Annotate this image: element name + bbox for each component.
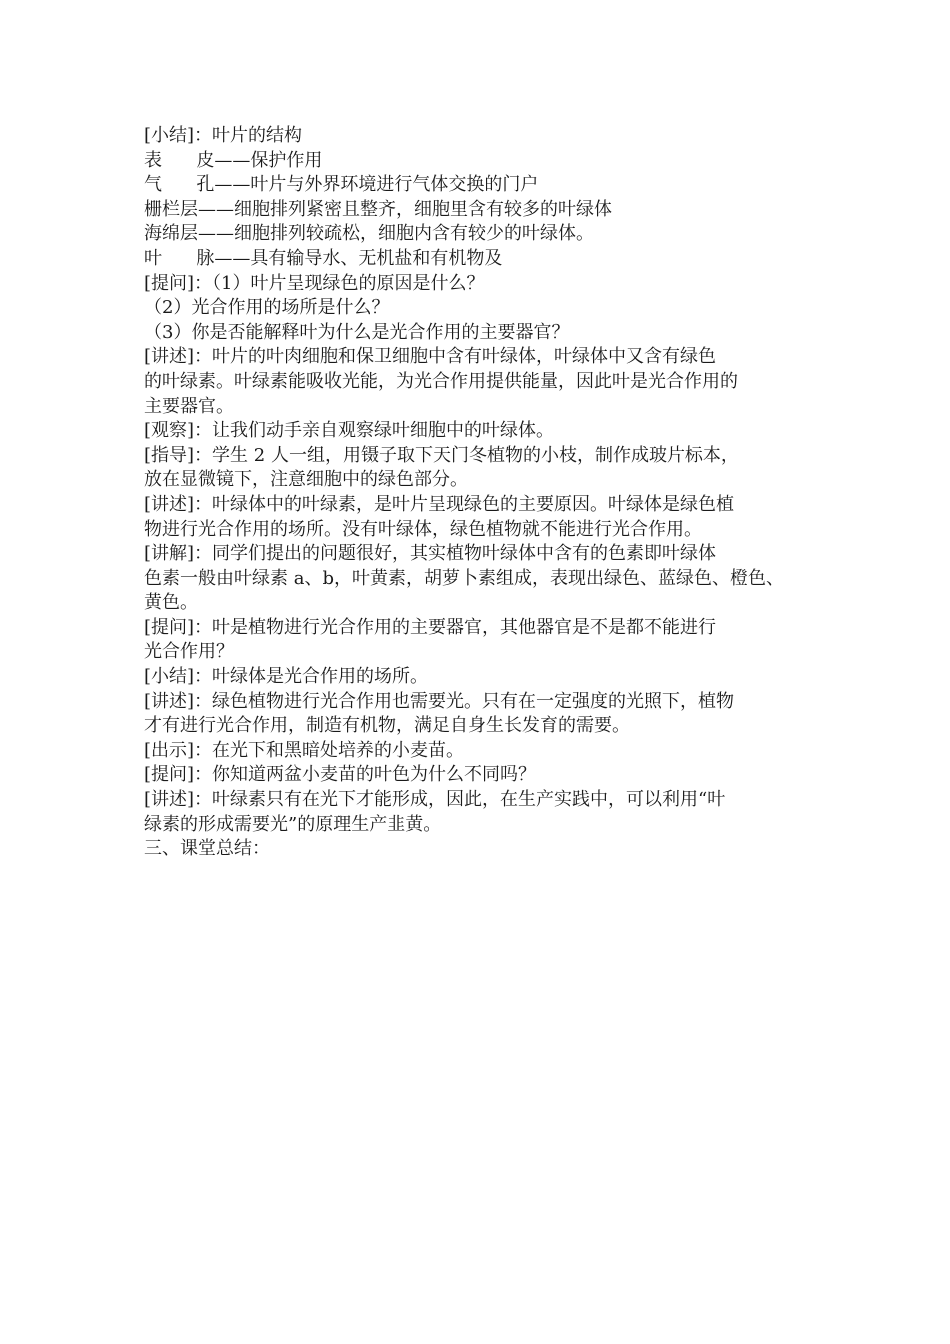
- text-line: 放在显微镜下，注意细胞中的绿色部分。: [144, 469, 468, 491]
- text-line: 栅栏层——细胞排列紧密且整齐，细胞里含有较多的叶绿体: [144, 198, 612, 220]
- summary-heading: [小结]：叶片的结构: [144, 125, 303, 146]
- text-line: [讲述]：绿色植物进行光合作用也需要光。只有在一定强度的光照下，植物: [144, 690, 735, 712]
- text-line: [提问]：叶是植物进行光合作用的主要器官，其他器官是不是都不能进行: [144, 616, 717, 638]
- text-line: [讲述]：叶绿素只有在光下才能形成，因此，在生产实践中，可以利用“叶: [144, 789, 726, 811]
- text-line: [讲解]：同学们提出的问题很好，其实植物叶绿体中含有的色素即叶绿体: [144, 543, 717, 565]
- question-line: [提问]：（1）叶片呈现绿色的原因是什么？: [144, 272, 485, 294]
- question-line: （2）光合作用的场所是什么？: [144, 297, 390, 319]
- text-line: 光合作用？: [144, 641, 234, 663]
- text-line: 表 皮——保护作用: [144, 149, 323, 171]
- document-body: [144, 124, 824, 862]
- text-line: 才有进行光合作用，制造有机物，满足自身生长发育的需要。: [144, 715, 630, 737]
- text-line: 绿素的形成需要光”的原理生产韭黄。: [144, 813, 442, 835]
- section-heading: 三、课堂总结：: [144, 838, 270, 860]
- text-line: 色素一般由叶绿素 a、b，叶黄素，胡萝卜素组成，表现出绿色、蓝绿色、橙色、: [144, 567, 784, 589]
- text-line: [小结]：叶绿体是光合作用的场所。: [144, 666, 429, 688]
- text-line: [讲述]：叶片的叶肉细胞和保卫细胞中含有叶绿体，叶绿体中又含有绿色: [144, 346, 717, 368]
- text-line: [提问]：你知道两盆小麦苗的叶色为什么不同吗？: [144, 764, 537, 786]
- text-line: [观察]：让我们动手亲自观察绿叶细胞中的叶绿体。: [144, 420, 555, 442]
- text-line: [指导]：学生 2 人一组，用镊子取下天门冬植物的小枝，制作成玻片标本，: [144, 444, 739, 466]
- text-line: 海绵层——细胞排列较疏松，细胞内含有较少的叶绿体。: [144, 223, 594, 245]
- text-line: 气 孔——叶片与外界环境进行气体交换的门户: [144, 174, 539, 196]
- text-line: 的叶绿素。叶绿素能吸收光能，为光合作用提供能量，因此叶是光合作用的: [144, 370, 738, 392]
- text-line: 物进行光合作用的场所。没有叶绿体，绿色植物就不能进行光合作用。: [144, 518, 702, 540]
- text-line: 叶 脉——具有输导水、无机盐和有机物及: [144, 247, 503, 269]
- text-line: 黄色。: [144, 592, 198, 614]
- text-line: [讲述]：叶绿体中的叶绿素，是叶片呈现绿色的主要原因。叶绿体是绿色植: [144, 493, 735, 515]
- text-line: [出示]：在光下和黑暗处培养的小麦苗。: [144, 739, 465, 761]
- text-line: 主要器官。: [144, 395, 234, 417]
- question-line: （3）你是否能解释叶为什么是光合作用的主要器官？: [144, 321, 570, 343]
